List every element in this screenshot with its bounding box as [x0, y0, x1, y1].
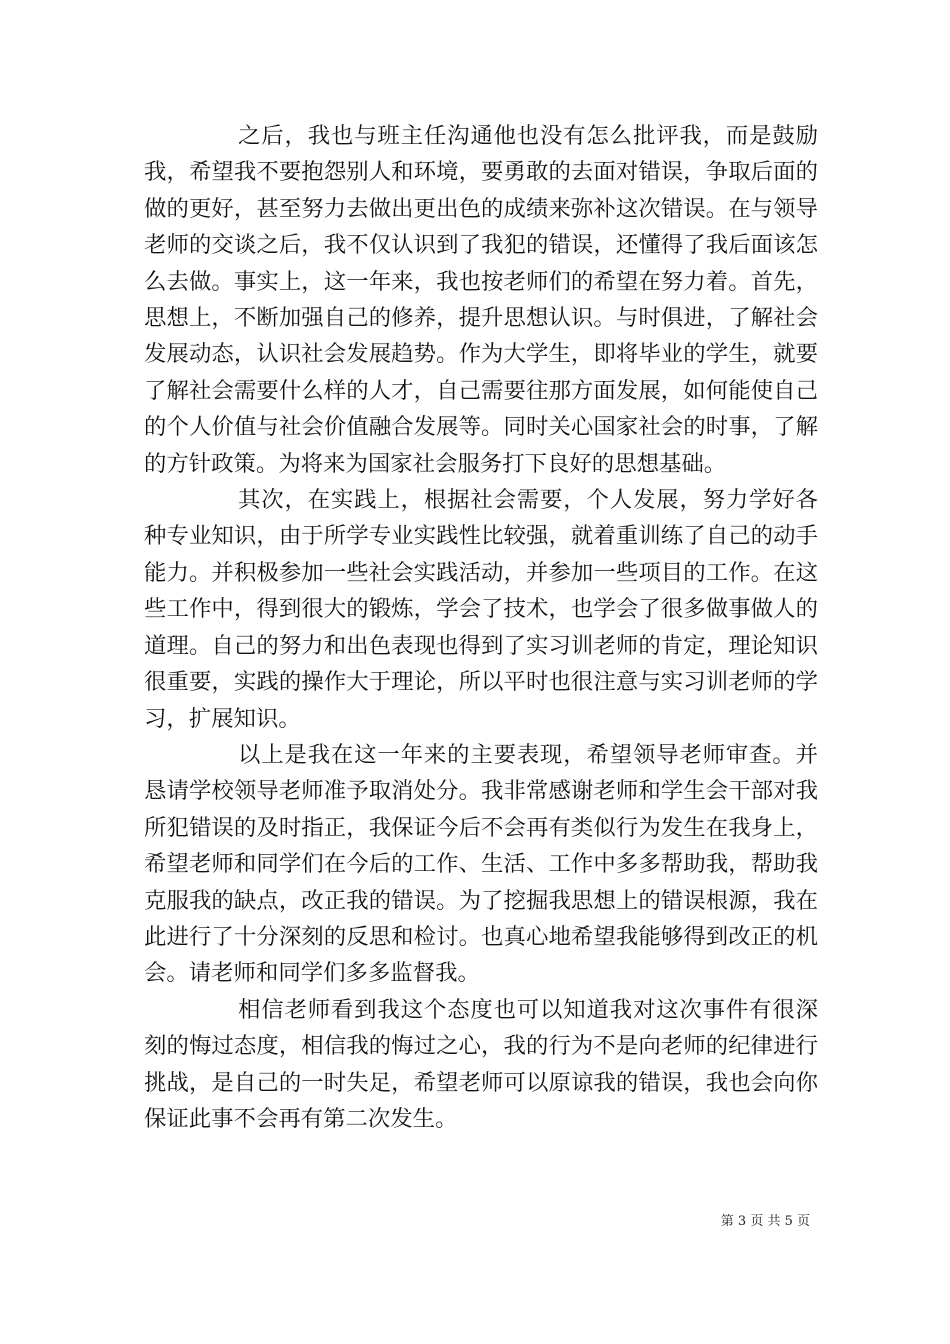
paragraph-1: 之后，我也与班主任沟通他也没有怎么批评我，而是鼓励我，希望我不要抱怨别人和环境，要勇敢的去面对错误，争取后面的做的更好，甚至努力去做出更出色的成绩来弥补这次错误。在与领导老师的交谈之后，我不仅认识到了我犯的错误，还懂得了我后面该怎么去做。事实上，这一年来，我也按老师们的希望在努力着。首先，思想上，不断加强自己的修养，提升思想认识。与时俱进，了解社会发展动态，认识社会发展趋势。作为大学生，即将毕业的学生，就要了解社会需要什么样的人才，自己需要往那方面发展，如何能使自己的个人价值与社会价值融合发展等。同时关心国家社会的时事，了解的方针政策。为将来为国家社会服务打下良好的思想基础。 [144, 123, 818, 477]
paragraph-4: 相信老师看到我这个态度也可以知道我对这次事件有很深刻的悔过态度，相信我的悔过之心，我的行为不是向老师的纪律进行挑战，是自己的一时失足，希望老师可以原谅我的错误，我也会向你保证此事不会再有第二次发生。 [144, 996, 818, 1132]
paragraph-3: 以上是我在这一年来的主要表现，希望领导老师审查。并恳请学校领导老师准予取消处分。我非常感谢老师和学生会干部对我所犯错误的及时指正，我保证今后不会再有类似行为发生在我身上，希望老师和同学们在今后的工作、生活、工作中多多帮助我，帮助我克服我的缺点，改正我的错误。为了挖掘我思想上的错误根源，我在此进行了十分深刻的反思和检讨。也真心地希望我能够得到改正的机会。请老师和同学们多多监督我。 [144, 741, 818, 987]
paragraph-2: 其次，在实践上，根据社会需要，个人发展，努力学好各种专业知识，由于所学专业实践性比较强，就着重训练了自己的动手能力。并积极参加一些社会实践活动，并参加一些项目的工作。在这些工作中，得到很大的锻炼，学会了技术，也学会了很多做事做人的道理。自己的努力和出色表现也得到了实习训老师的肯定，理论知识很重要，实践的操作大于理论，所以平时也很注意与实习训老师的学习，扩展知识。 [144, 487, 818, 732]
document-body [144, 118, 818, 1137]
page-number: 第 3 页 共 5 页 [720, 1214, 810, 1229]
